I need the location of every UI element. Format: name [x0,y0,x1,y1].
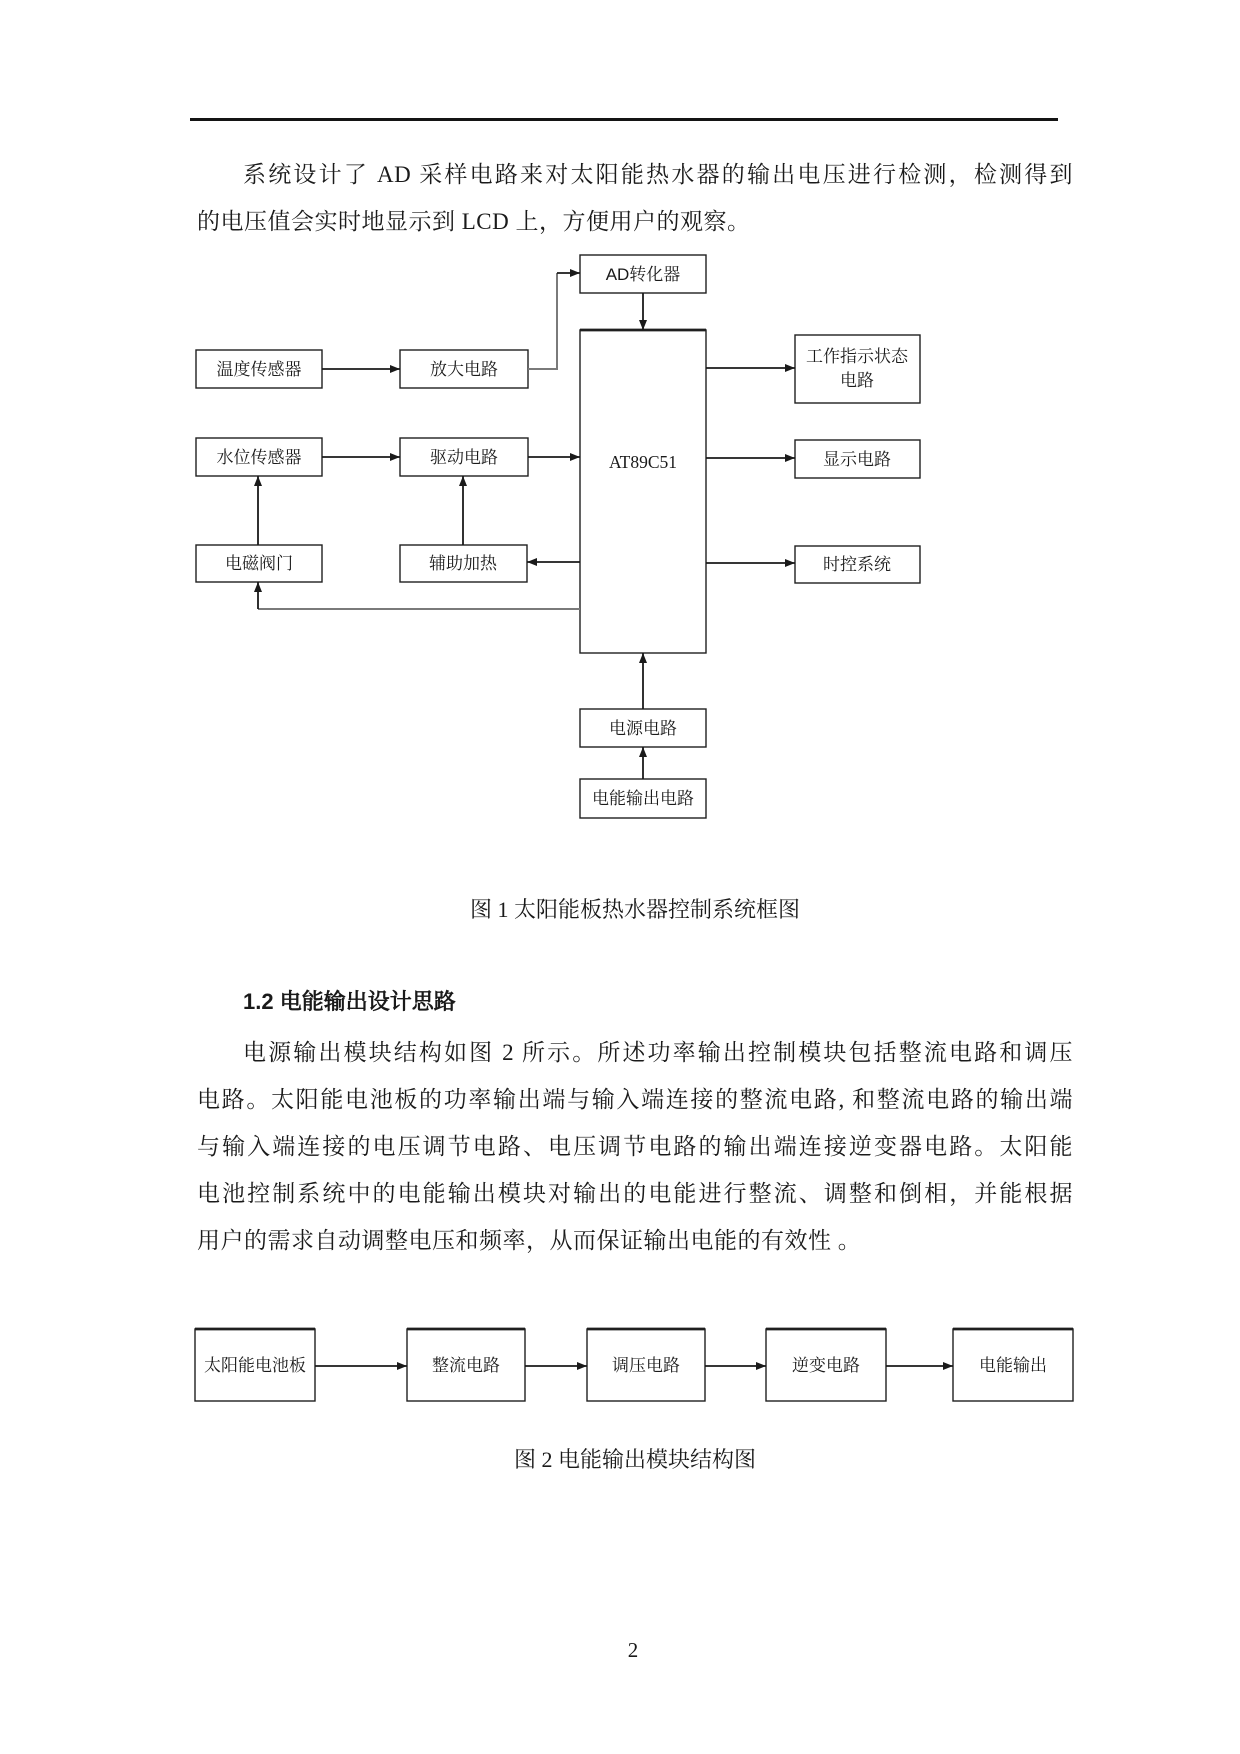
intro-line-2: 的电压值会实时地显示到 LCD 上，方便用户的观察。 [197,209,751,234]
figure1-block-diagram [170,240,940,840]
label-solenoid-valve: 电磁阀门 [225,554,293,573]
body-line-5: 用户的需求自动调整电压和频率，从而保证输出电能的有效性 。 [197,1228,862,1253]
body-line-4: 电池控制系统中的电能输出模块对输出的电能进行整流、调整和倒相，并能根据 [197,1181,1073,1206]
header-rule [190,118,1058,121]
box-status-indicator [795,335,920,403]
label-power-supply: 电源电路 [609,719,677,738]
label-driver-circuit: 驱动电路 [430,448,498,467]
body-line-1: 电源输出模块结构如图 2 所示。所述功率输出控制模块包括整流电路和调压 [243,1040,1073,1065]
box-mcu [580,330,706,653]
label-inverter: 逆变电路 [792,1356,860,1375]
figure2-caption: 图 2 电能输出模块结构图 [513,1447,756,1472]
connector-amplifier-riser [528,273,557,369]
body-line-2: 电路。太阳能电池板的功率输出端与输入端连接的整流电路, 和整流电路的输出端 [197,1087,1073,1112]
label-temp-sensor: 温度传感器 [216,360,302,379]
label-rectifier: 整流电路 [432,1356,500,1375]
label-timing-system: 时控系统 [823,555,891,574]
label-power-output: 电能输出电路 [592,789,694,808]
label-water-level-sensor: 水位传感器 [216,448,302,467]
label-status-indicator-line1: 工作指示状态 [806,347,908,366]
section-heading: 1.2 电能输出设计思路 [243,989,456,1014]
label-aux-heating: 辅助加热 [429,554,497,573]
page-number: 2 [627,1638,639,1662]
label-solar-panel: 太阳能电池板 [204,1356,306,1375]
label-status-indicator-line2: 电路 [840,371,874,390]
figure1-caption: 图 1 太阳能板热水器控制系统框图 [469,897,800,922]
figure2-block-diagram [170,1320,1090,1410]
label-ad-converter: AD转化器 [605,265,681,284]
body-line-3: 与输入端连接的电压调节电路、电压调节电路的输出端连接逆变器电路。太阳能 [197,1134,1073,1159]
label-display-circuit: 显示电路 [823,450,891,469]
intro-line-1: 系统设计了 AD 采样电路来对太阳能热水器的输出电压进行检测，检测得到 [243,162,1073,187]
body-paragraph [197,1029,1073,1264]
label-mcu: AT89C51 [608,452,678,472]
intro-paragraph [197,151,1073,245]
label-amplifier: 放大电路 [430,360,498,379]
label-power-output2: 电能输出 [979,1356,1047,1375]
label-voltage-regulator: 调压电路 [612,1356,680,1375]
